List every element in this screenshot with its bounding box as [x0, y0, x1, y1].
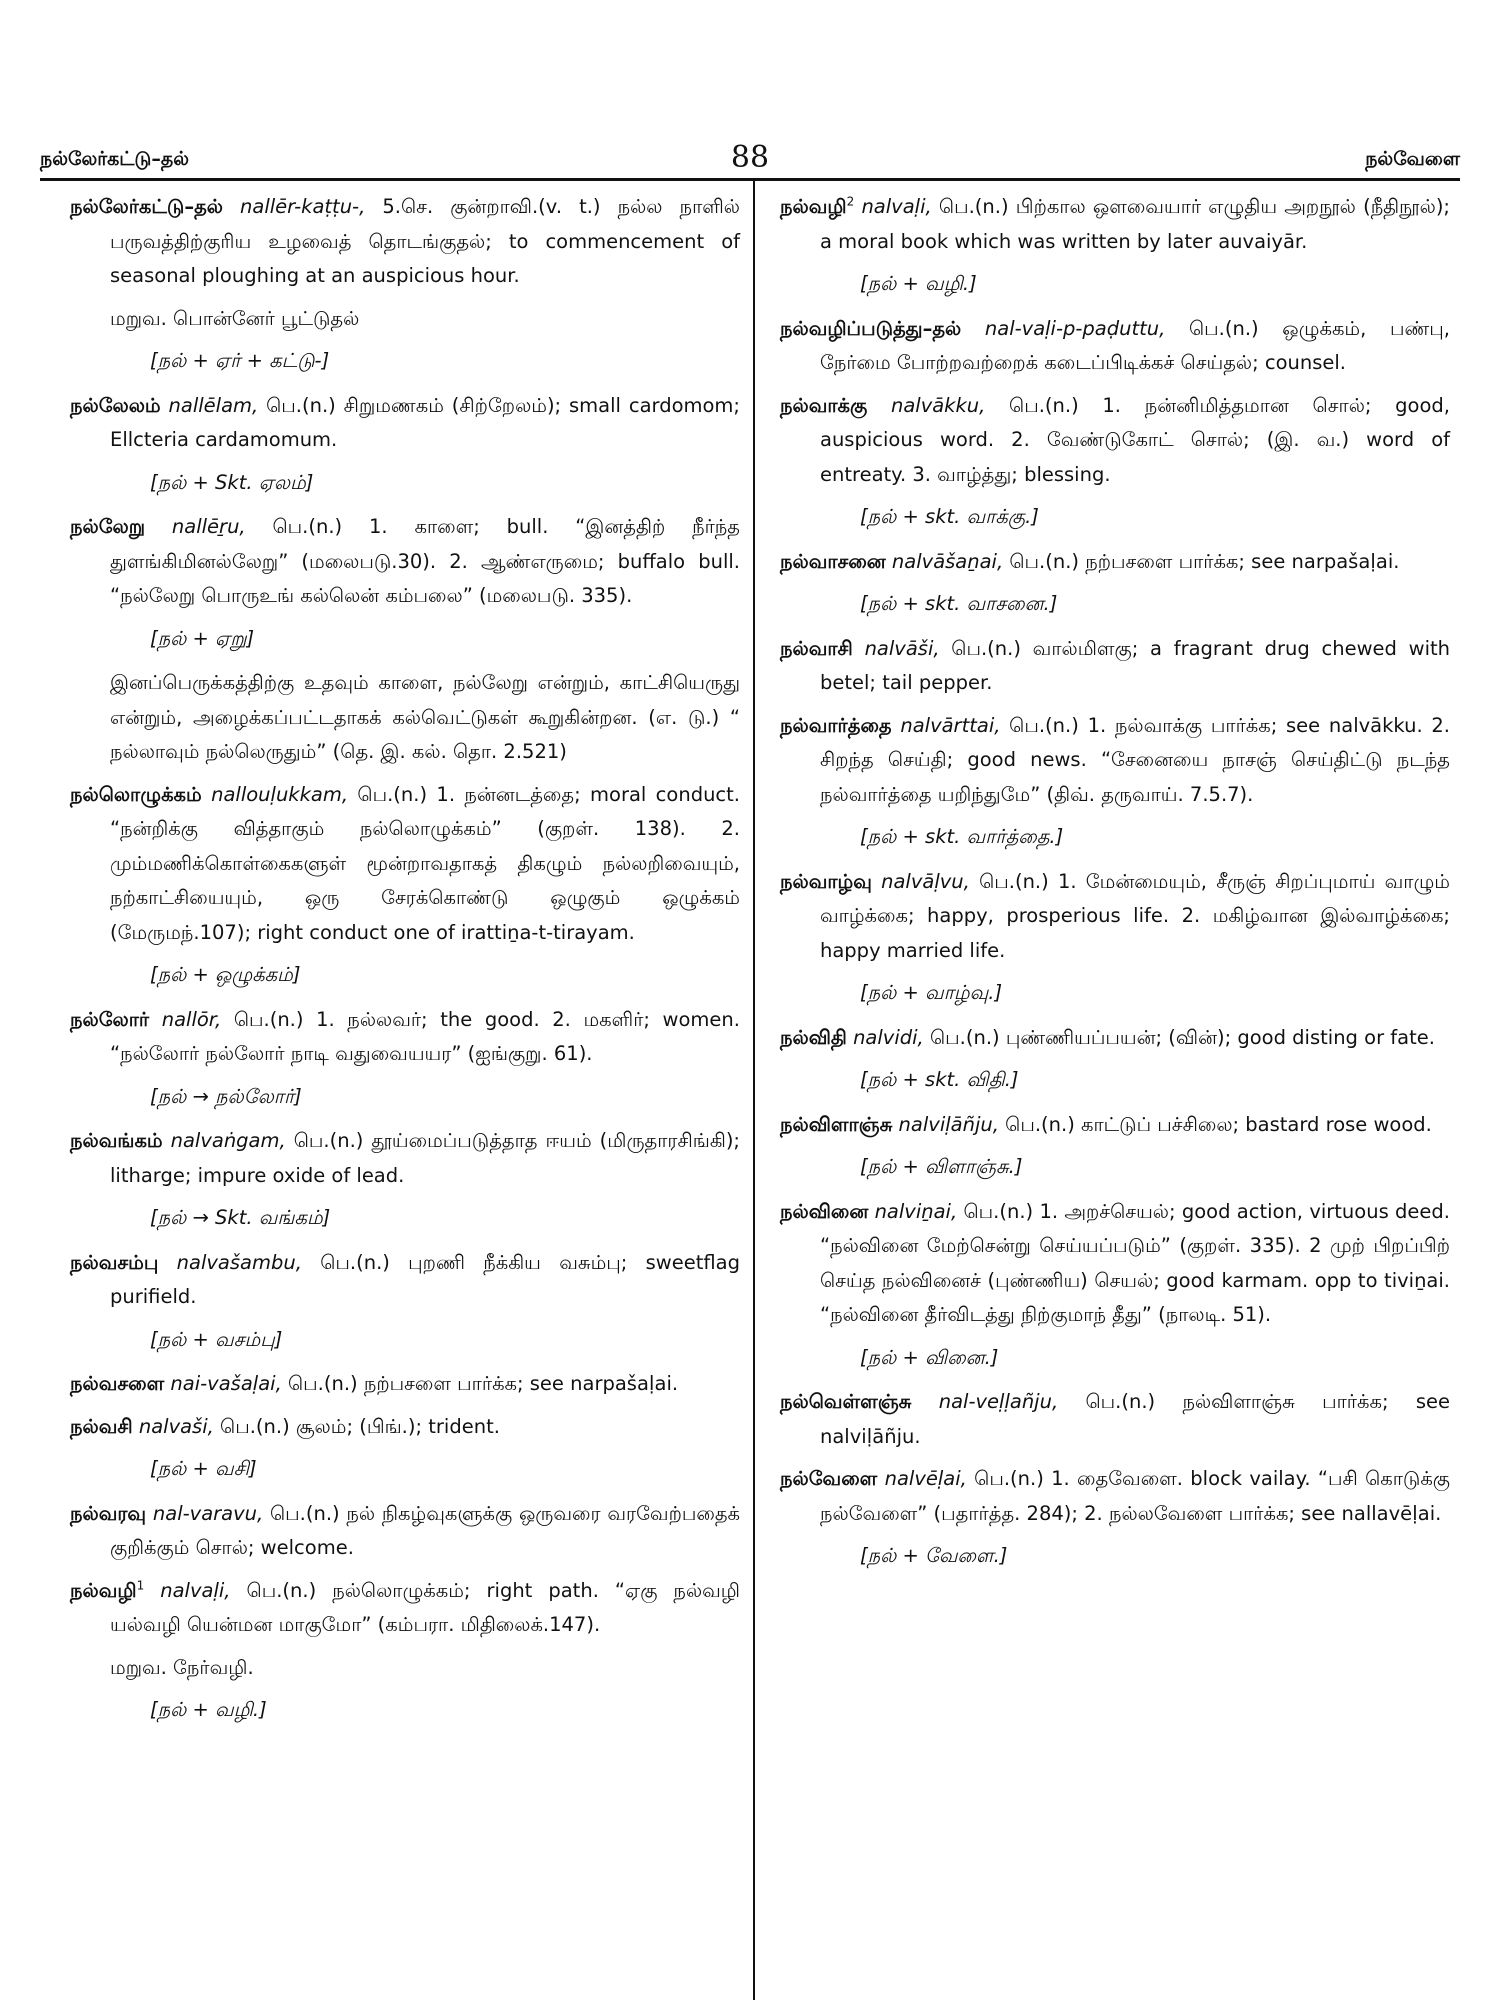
- definition: பெ.(n.) நல்விளாஞ்சு பார்க்க; see nalviḷāñju.: [820, 1390, 1450, 1448]
- right-guide-word: நல்வேளை: [1365, 148, 1460, 170]
- synonym: மறுவ. நேர்வழி.: [110, 1655, 254, 1679]
- entry: [70, 778, 740, 951]
- definition: பெ.(n.) 1. நல்வாக்கு பார்க்க; see nalvākku. 2. சிறந்த செய்தி; good news. “சேனையை நாசஞ் செய்திட்டு நடந்த நல்வார்த்தை யறிந்துமே” (திவ். தருவாய். 7.5.7).: [820, 713, 1451, 806]
- headword: நல்வாழ்வு: [780, 869, 872, 893]
- transliteration: nalvāši,: [864, 636, 940, 660]
- left-guide-word: நல்லேர்கட்டு–தல்: [40, 148, 190, 170]
- headword: நல்வாக்கு: [780, 393, 868, 417]
- headword: நல்வாசி: [780, 636, 853, 660]
- transliteration: nallōr,: [161, 1007, 222, 1031]
- entry: [70, 1003, 740, 1072]
- entry: [780, 312, 1450, 381]
- entry: [70, 1367, 740, 1402]
- etymology: [நல் + ஏர் + கட்டு-]: [150, 349, 330, 372]
- transliteration: nalvidi,: [853, 1025, 924, 1049]
- transliteration: nalvākku,: [890, 393, 986, 417]
- etymology: [நல் + ஒழுக்கம்]: [150, 963, 301, 986]
- definition: பெ.(n.) நல்லொழுக்கம்; right path. “ஏகு நல்வழி யல்வழி யென்மன மாகுமோ” (கம்பரா. மிதிலைக்.147).: [110, 1578, 740, 1636]
- entry: [780, 1021, 1450, 1056]
- definition: பெ.(n.) 1. தைவேளை. block vailay. “பசி கொடுக்கு நல்வேளை” (பதார்த்த. 284); 2. நல்லவேளை பார்க்க; see nallavēḷai.: [820, 1467, 1451, 1525]
- entry: [70, 389, 740, 458]
- header-rule: [40, 178, 1460, 181]
- etymology: [நல் + வழி.]: [150, 1698, 267, 1721]
- left-column: [70, 190, 740, 1738]
- definition: பெ.(n.) 1. நன்னிமித்தமான சொல்; good, auspicious word. 2. வேண்டுகோட் சொல்; (இ. வ.) word of entreaty. 3. வாழ்த்து; blessing.: [820, 393, 1450, 486]
- right-column: [780, 190, 1450, 1584]
- entry: [780, 1108, 1450, 1143]
- entry: [70, 1124, 740, 1193]
- transliteration: nalvāḷvu,: [881, 869, 970, 893]
- transliteration: nalvārttai,: [900, 713, 1001, 737]
- etymology: [நல் + skt. விதி.]: [860, 1068, 1019, 1091]
- entry: [70, 1410, 740, 1445]
- definition: பெ.(n.) தூய்மைப்படுத்தாத ஈயம் (மிருதாரசிங்கி); litharge; impure oxide of lead.: [110, 1129, 740, 1187]
- definition: பெ.(n.) சூலம்; (பிங்.); trident.: [213, 1414, 500, 1438]
- definition: பெ.(n.) 1. நல்லவர்; the good. 2. மகளிர்; women. “நல்லோர் நல்லோர் நாடி வதுவையயர” (ஐங்குறு. 61).: [110, 1007, 740, 1065]
- entry: [780, 1462, 1450, 1531]
- headword: நல்வழி: [780, 195, 847, 218]
- definition: பெ.(n.) காட்டுப் பச்சிலை; bastard rose wood.: [998, 1112, 1432, 1136]
- headword: நல்வரவு: [70, 1501, 147, 1525]
- definition: பெ.(n.) பிற்கால ஒளவையார் எழுதிய அறநூல் (நீதிநூல்); a moral book which was written by later auvaiyār.: [820, 195, 1450, 253]
- headword: நல்வெள்ளஞ்சு: [780, 1390, 912, 1413]
- definition: பெ.(n.) சிறுமணகம் (சிற்றேலம்); small cardomom; Ellcteria cardamomum.: [110, 393, 740, 451]
- entry: [780, 389, 1450, 493]
- headword: நல்விதி: [780, 1025, 847, 1049]
- headword: நல்வசளை: [70, 1372, 165, 1395]
- etymology: [நல் + வசம்பு]: [150, 1327, 283, 1351]
- headword: நல்வசி: [70, 1414, 133, 1438]
- headword: நல்வங்கம்: [70, 1129, 163, 1152]
- definition: பெ.(n.) புறணி நீக்கிய வசும்பு; sweetflag purifield.: [110, 1250, 740, 1308]
- page-number: 88: [730, 140, 770, 175]
- etymology: [நல் → Skt. வங்கம்]: [150, 1206, 331, 1229]
- headword: நல்வினை: [780, 1199, 869, 1223]
- synonym: மறுவ. பொன்னேர் பூட்டுதல்: [110, 306, 360, 330]
- transliteration: nalvēḷai,: [884, 1467, 967, 1490]
- headword: நல்வழிப்படுத்து–தல்: [780, 316, 962, 340]
- transliteration: nallouḷukkam,: [211, 782, 349, 806]
- entry: [780, 709, 1450, 813]
- etymology: [நல் + வாழ்வு.]: [860, 981, 1003, 1004]
- definition: பெ.(n.) 1. நன்னடத்தை; moral conduct. “நன்றிக்கு வித்தாகும் நல்லொழுக்கம்” (குறள். 138). 2. மும்மணிக்கொள்கைகளுள் மூன்றாவதாகத் திகழும் நல்லறிவையும், நற்காட்சியையும், ஒரு சேரக்கொண்டு ஒழுகும் ஒழுக்கம் (மேருமந்.107); right conduct one of irattiṉa-t-tirayam.: [110, 782, 740, 944]
- definition: பெ.(n.) வால்மிளகு; a fragrant drug chewed with betel; tail pepper.: [820, 636, 1450, 694]
- etymology: [நல் + வழி.]: [860, 272, 977, 295]
- entry: [780, 190, 1450, 259]
- headword: நல்லொழுக்கம்: [70, 782, 202, 806]
- etymology: [நல் + விளாஞ்சு.]: [860, 1155, 1023, 1178]
- etymology: [நல் + வசி]: [150, 1457, 257, 1480]
- definition: பெ.(n.) 1. காளை; bull. “இனத்திற் நீர்ந்த துளங்கிமினல்லேறு” (மலைபடு.30). 2. ஆண்எருமை; buffalo bull. “நல்லேறு பொருஉங் கல்லென் கம்பலை” (மலைபடு. 335).: [110, 515, 740, 607]
- transliteration: nallēr-kaṭṭu-,: [240, 195, 366, 218]
- headword: நல்லோர்: [70, 1007, 150, 1031]
- transliteration: nalvaḷi,: [861, 195, 932, 218]
- transliteration: nalviḷāñju,: [898, 1112, 999, 1136]
- definition: பெ.(n.) நற்பசளை பார்க்க; see narpašaḷai.: [1003, 549, 1400, 573]
- entry: [780, 545, 1450, 580]
- etymology: [நல் + skt. வார்த்தை.]: [860, 825, 1064, 848]
- transliteration: nai-vašaḷai,: [170, 1372, 282, 1395]
- entry: [70, 190, 740, 294]
- etymology: [நல் + skt. வாசனை.]: [860, 592, 1058, 615]
- entry: [780, 865, 1450, 969]
- transliteration: nallēlam,: [168, 393, 259, 417]
- definition: பெ.(n.) நல் நிகழ்வுகளுக்கு ஒருவரை வரவேற்பதைக் குறிக்கும் சொல்; welcome.: [110, 1501, 740, 1559]
- entry: [70, 510, 740, 614]
- etymology: [நல் + Skt. ஏலம்]: [150, 470, 314, 494]
- headword: நல்வாசனை: [780, 549, 886, 573]
- page-header: [40, 140, 1460, 176]
- headword: நல்விளாஞ்சு: [780, 1112, 893, 1136]
- entry: [780, 632, 1450, 701]
- etymology: [நல் → நல்லோர்]: [150, 1084, 302, 1108]
- headword: நல்லேலம்: [70, 393, 161, 417]
- homonym-number: 2: [846, 194, 855, 209]
- transliteration: nalvaṅgam,: [170, 1129, 286, 1152]
- entry-note: இனப்பெருக்கத்திற்கு உதவும் காளை, நல்லேறு என்றும், காட்சியெருது என்றும், அழைக்கப்பட்டதாகக் கல்வெட்டுகள் கூறுகின்றன. (எ. டு.) “ நல்லாவும் நல்லெருதும்” (தெ. இ. கல். தொ. 2.521): [110, 671, 740, 763]
- transliteration: nal-vaḷi-p-paḍuttu,: [984, 316, 1166, 340]
- transliteration: nal-veḷḷañju,: [938, 1390, 1059, 1413]
- homonym-number: 1: [136, 1578, 145, 1592]
- entry: [70, 1497, 740, 1566]
- transliteration: nalvaši,: [138, 1414, 214, 1438]
- transliteration: nalvašambu,: [176, 1250, 302, 1274]
- etymology: [நல் + ஏறு]: [150, 626, 255, 650]
- entry: [780, 1195, 1450, 1333]
- definition: பெ.(n.) 1. அறச்செயல்; good action, virtuous deed. “நல்வினை மேற்சென்று செய்யப்படும்” (குறள். 335). 2 முற் பிறப்பிற் செய்த நல்வினைச் (புண்ணிய) செயல்; good karmam. opp to tiviṉai. “நல்வினை தீர்விடத்து நிற்குமாந் தீது” (நாலடி. 51).: [820, 1199, 1450, 1326]
- headword: நல்வேளை: [780, 1467, 878, 1490]
- definition: பெ.(n.) நற்பசளை பார்க்க; see narpašaḷai.: [281, 1372, 679, 1395]
- definition: பெ.(n.) புண்ணியப்பயன்; (வின்); good disting or fate.: [923, 1025, 1435, 1049]
- definition: பெ.(n.) 1. மேன்மையும், சீருஞ் சிறப்புமாய் வாழும் வாழ்க்கை; happy, prosperious life. 2. மகிழ்வான இல்வாழ்க்கை; happy married life.: [820, 869, 1450, 962]
- etymology: [நல் + skt. வாக்கு.]: [860, 505, 1039, 528]
- headword: நல்வழி: [70, 1578, 137, 1602]
- column-divider: [753, 181, 755, 2000]
- definition: பெ.(n.) ஒழுக்கம், பண்பு, நேர்மை போற்றவற்றைக் கடைப்பிடிக்கச் செய்தல்; counsel.: [820, 316, 1450, 374]
- headword: நல்வசம்பு: [70, 1250, 159, 1274]
- transliteration: nalvāšaṉai,: [891, 549, 1004, 573]
- headword: நல்வார்த்தை: [780, 713, 892, 737]
- headword: நல்லேறு: [70, 515, 146, 538]
- transliteration: nalviṉai,: [874, 1199, 958, 1223]
- entry: [70, 1246, 740, 1315]
- etymology: [நல் + வினை.]: [860, 1345, 999, 1369]
- transliteration: nal-varavu,: [152, 1501, 264, 1525]
- entry: [780, 1385, 1450, 1454]
- definition: 5.செ. குன்றாவி.(v. t.) நல்ல நாளில் பருவத்திற்குரிய உழவைத் தொடங்குதல்; to commencement of seasonal ploughing at an auspicious hour.: [110, 195, 740, 287]
- headword: நல்லேர்கட்டு–தல்: [70, 195, 223, 218]
- transliteration: nalvaḷi,: [160, 1578, 231, 1602]
- etymology: [நல் + வேளை.]: [860, 1544, 1008, 1567]
- entry: [70, 1574, 740, 1643]
- transliteration: nallēṟu,: [171, 515, 246, 538]
